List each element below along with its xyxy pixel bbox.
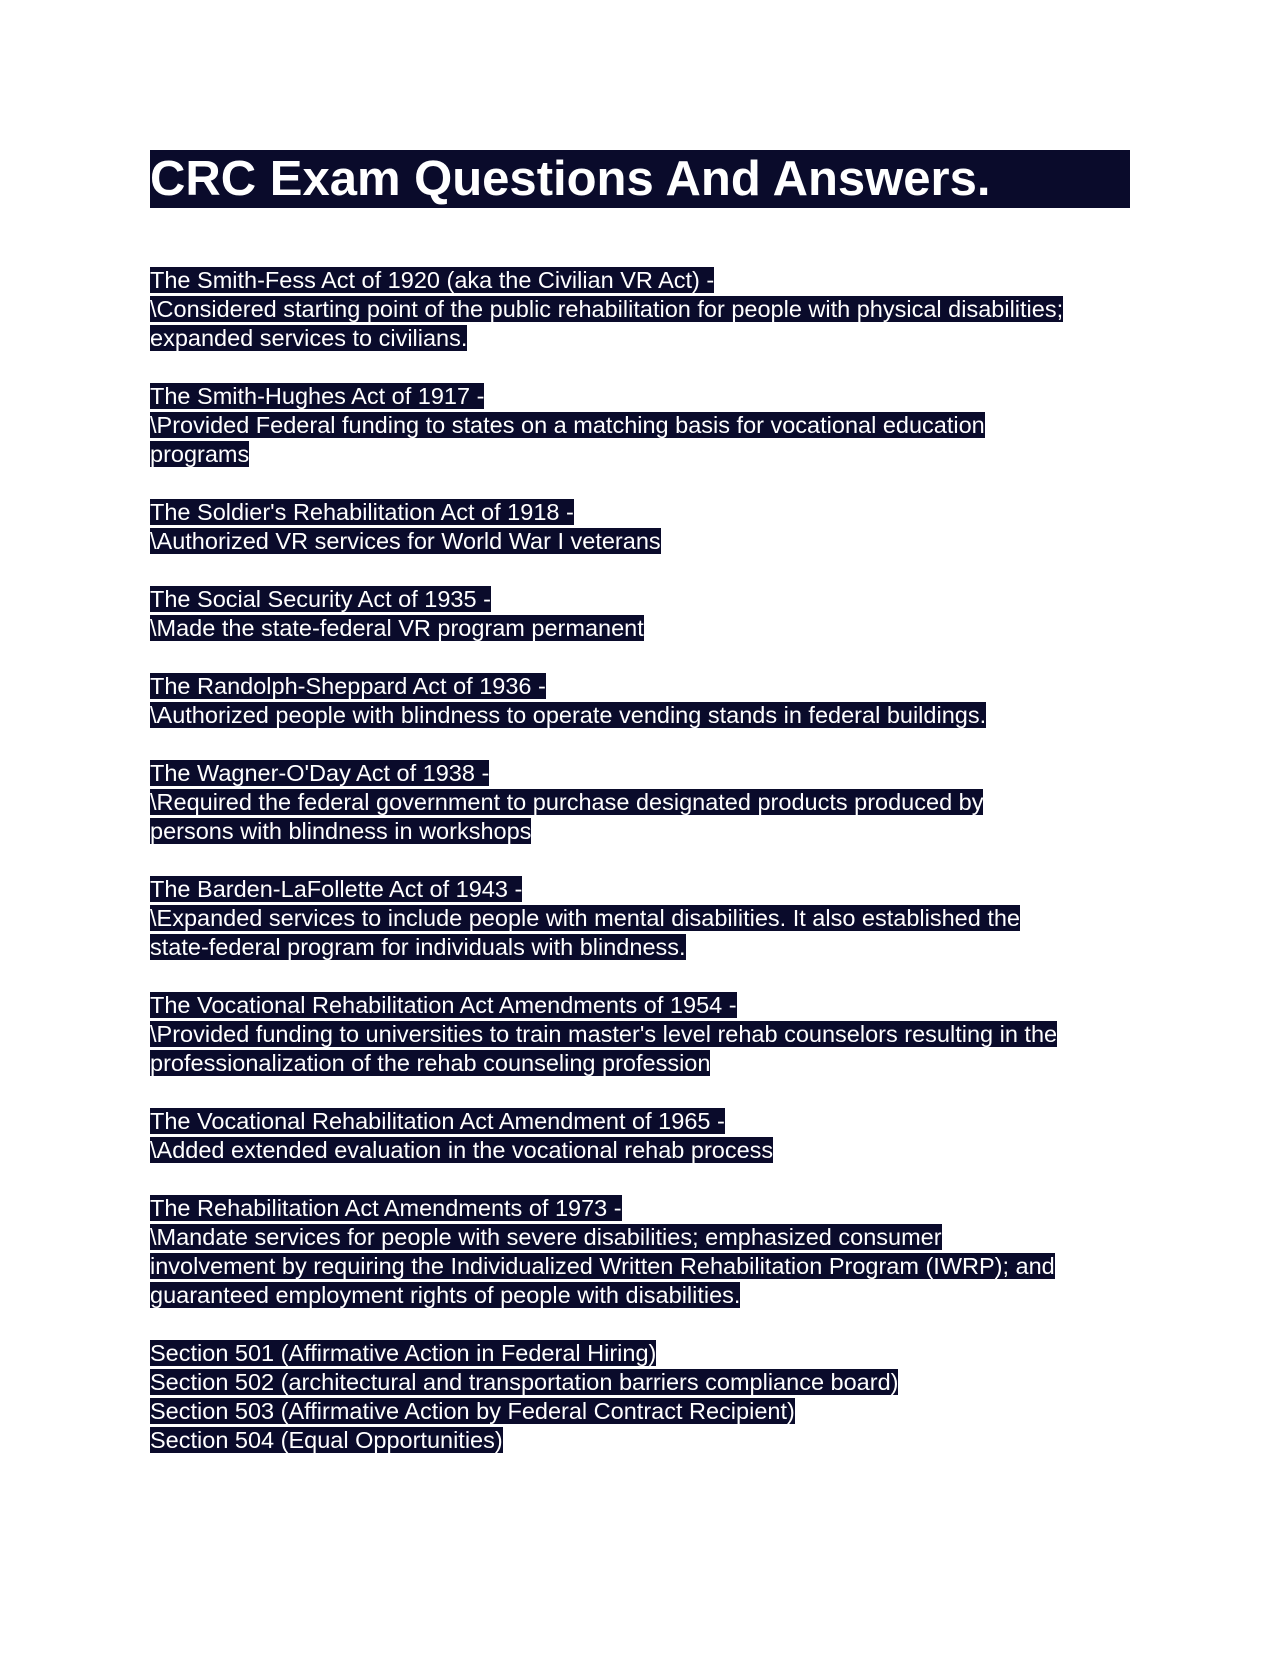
entry-term: The Barden-LaFollette Act of 1943 -	[150, 876, 523, 902]
entry-answer-line: \Provided funding to universities to train master's level rehab counselors resulting in the	[150, 1021, 1058, 1047]
entry-term: The Vocational Rehabilitation Act Amendment of 1965 -	[150, 1108, 725, 1134]
entry-answer-line: programs	[150, 441, 250, 467]
entry	[150, 382, 1130, 469]
entry-term: The Randolph-Sheppard Act of 1936 -	[150, 673, 546, 699]
entry-term: The Wagner-O'Day Act of 1938 -	[150, 760, 490, 786]
entry	[150, 1107, 1130, 1165]
entry	[150, 672, 1130, 730]
entry-answer-line: state-federal program for individuals with blindness.	[150, 934, 686, 960]
entry-answer-line: \Considered starting point of the public rehabilitation for people with physical disabilities;	[150, 296, 1064, 322]
entry-answer-line: \Added extended evaluation in the vocational rehab process	[150, 1137, 774, 1163]
entry	[150, 875, 1130, 962]
entry-answer-line: \Mandate services for people with severe disabilities; emphasized consumer	[150, 1224, 942, 1250]
entry-answer-line: persons with blindness in workshops	[150, 818, 532, 844]
title-bar	[150, 150, 1130, 208]
entry	[150, 266, 1130, 353]
entry-term: The Social Security Act of 1935 -	[150, 586, 491, 612]
entry-term: The Smith-Hughes Act of 1917 -	[150, 383, 485, 409]
entry-answer-line: professionalization of the rehab counseling profession	[150, 1050, 711, 1076]
entry	[150, 759, 1130, 846]
entry	[150, 1194, 1130, 1310]
document-page	[150, 150, 1130, 1484]
entry	[150, 585, 1130, 643]
entry	[150, 498, 1130, 556]
entry-answer-line: involvement by requiring the Individualized Written Rehabilitation Program (IWRP); and	[150, 1253, 1055, 1279]
entry-term: The Vocational Rehabilitation Act Amendments of 1954 -	[150, 992, 737, 1018]
entry-answer-line: \Provided Federal funding to states on a matching basis for vocational education	[150, 412, 985, 438]
entry	[150, 1339, 1130, 1455]
page-title: CRC Exam Questions And Answers.	[150, 152, 991, 206]
entry-answer-line: \Required the federal government to purchase designated products produced by	[150, 789, 984, 815]
entry-answer-line: Section 504 (Equal Opportunities)	[150, 1427, 503, 1453]
entry-term: The Soldier's Rehabilitation Act of 1918 -	[150, 499, 574, 525]
entry	[150, 991, 1130, 1078]
entry-term: The Rehabilitation Act Amendments of 1973 -	[150, 1195, 622, 1221]
entry-answer-line: guaranteed employment rights of people with disabilities.	[150, 1282, 741, 1308]
entry-term: Section 501 (Affirmative Action in Federal Hiring)	[150, 1340, 657, 1366]
entry-answer-line: expanded services to civilians.	[150, 325, 468, 351]
entry-answer-line: \Expanded services to include people with mental disabilities. It also established the	[150, 905, 1021, 931]
entry-answer-line: \Authorized people with blindness to operate vending stands in federal buildings.	[150, 702, 987, 728]
entry-answer-line: Section 502 (architectural and transportation barriers compliance board)	[150, 1369, 899, 1395]
entry-answer-line: Section 503 (Affirmative Action by Federal Contract Recipient)	[150, 1398, 795, 1424]
entry-list	[150, 266, 1130, 1455]
entry-answer-line: \Made the state-federal VR program permanent	[150, 615, 644, 641]
entry-answer-line: \Authorized VR services for World War I veterans	[150, 528, 661, 554]
entry-term: The Smith-Fess Act of 1920 (aka the Civilian VR Act) -	[150, 267, 715, 293]
